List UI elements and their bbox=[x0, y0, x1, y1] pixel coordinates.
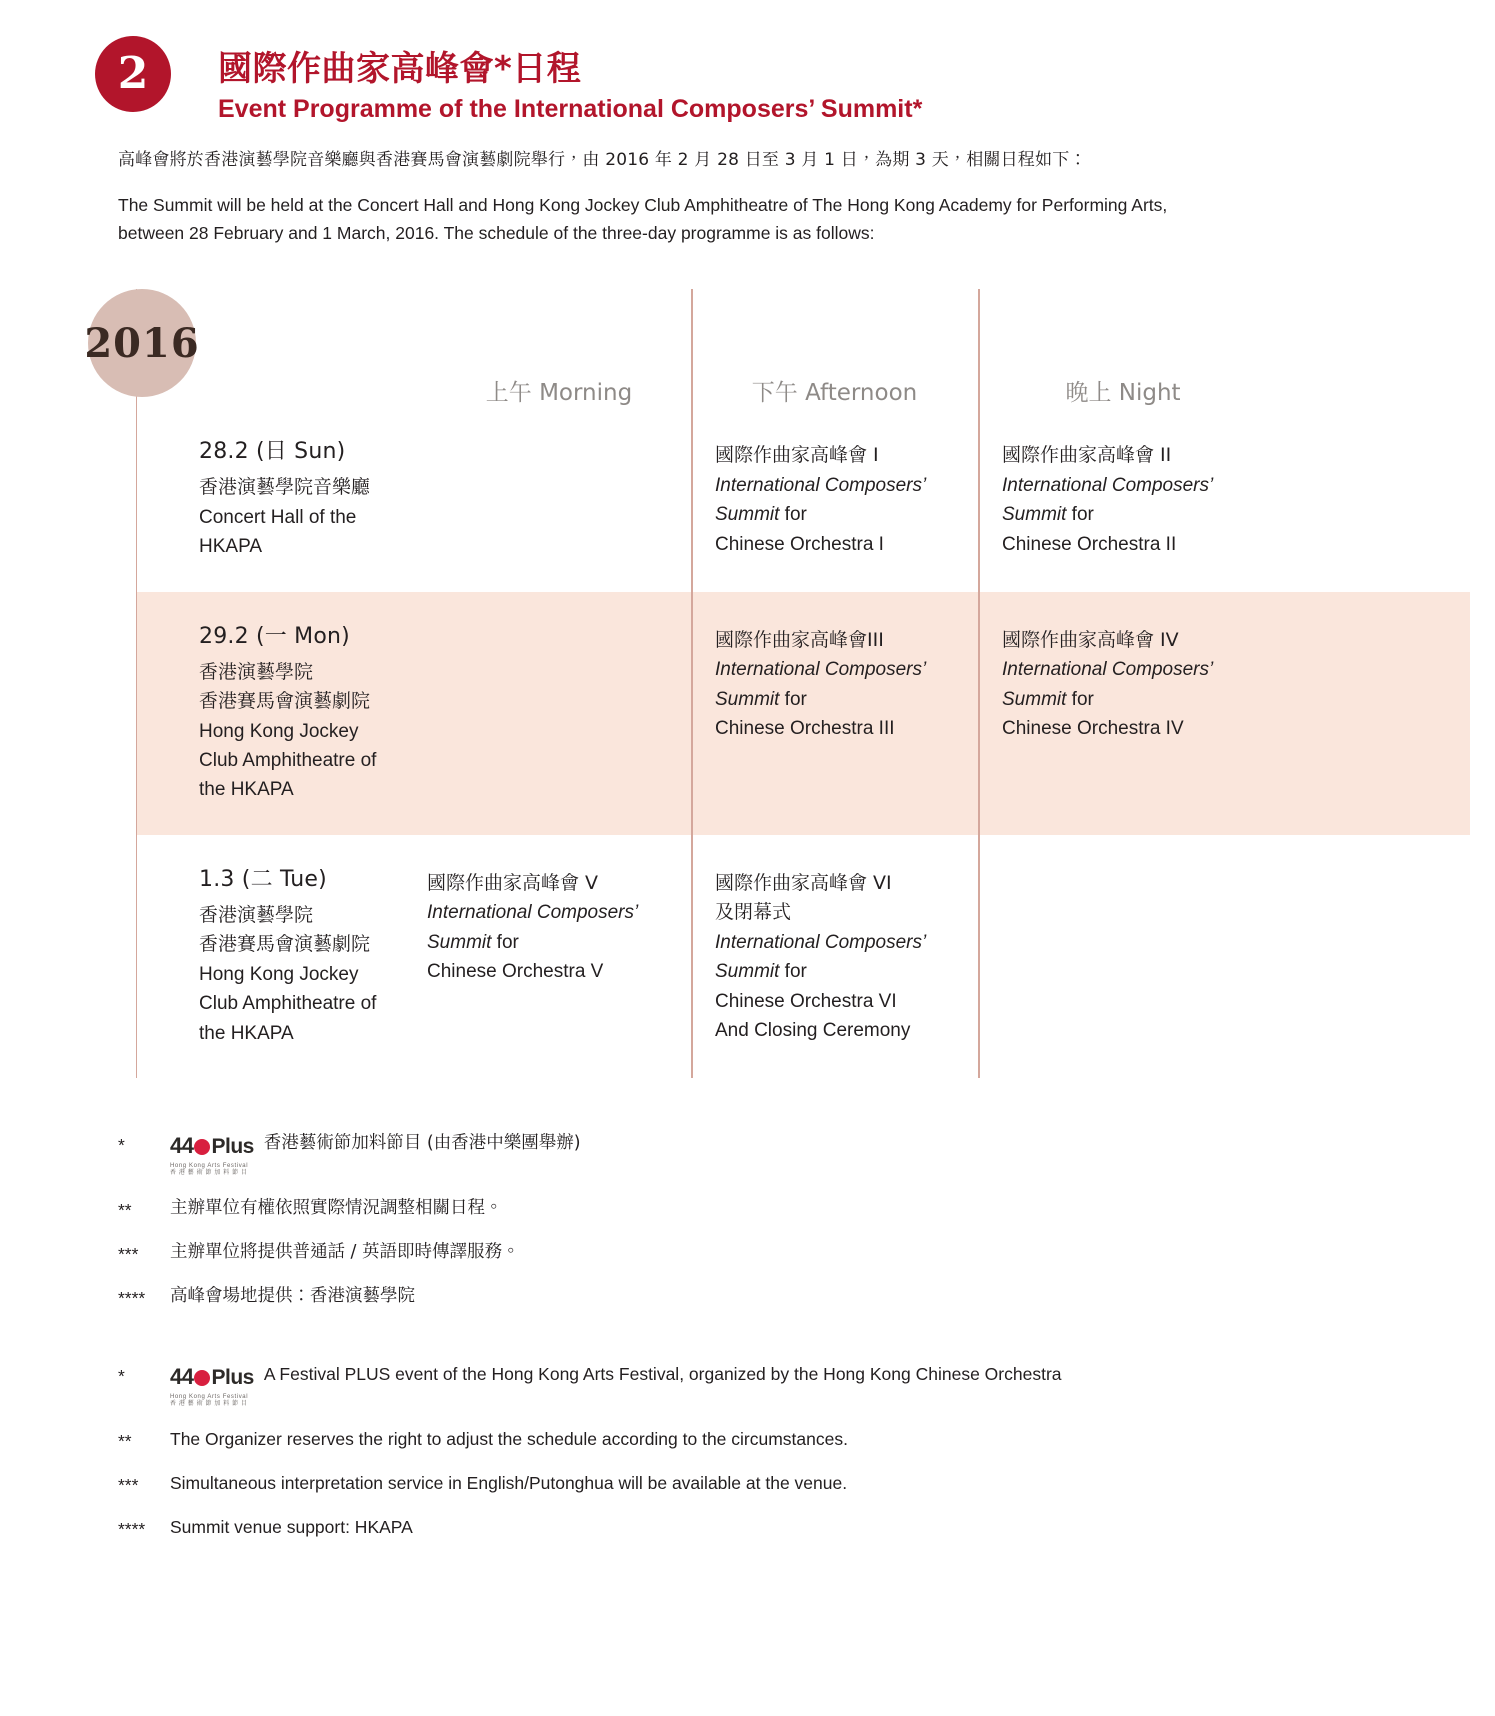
schedule-row bbox=[137, 592, 1470, 835]
event-line: Summit for bbox=[427, 931, 519, 953]
schedule-cell-date bbox=[137, 620, 427, 805]
page-title-zh: 國際作曲家高峰會*日程 bbox=[218, 49, 582, 89]
event-line: Chinese Orchestra IV bbox=[1002, 717, 1184, 739]
event-line: Summit for bbox=[715, 688, 807, 710]
schedule-cell-morning bbox=[427, 435, 691, 561]
schedule-cell-date bbox=[137, 435, 427, 561]
footnote-item bbox=[118, 1470, 1375, 1498]
event-line: Chinese Orchestra V bbox=[427, 961, 604, 983]
footnote-text: Summit venue support: HKAPA bbox=[170, 1517, 413, 1538]
intro-en-line2: between 28 February and 1 March, 2016. The schedule of the three-day programme is as follows: bbox=[118, 222, 875, 243]
schedule-header-row bbox=[137, 349, 1470, 407]
column-divider-1 bbox=[691, 289, 693, 1078]
footnote-item bbox=[118, 1283, 1375, 1311]
event-line: Chinese Orchestra VI bbox=[715, 990, 897, 1012]
schedule-cell-night bbox=[978, 620, 1268, 805]
schedule-venue-line: HKAPA bbox=[199, 536, 263, 558]
schedule-cell-afternoon bbox=[691, 620, 978, 805]
event-block bbox=[715, 869, 964, 1046]
event-line: International Composers’ bbox=[715, 474, 927, 496]
event-line: 國際作曲家高峰會 I bbox=[715, 444, 879, 467]
schedule-cell-afternoon bbox=[691, 435, 978, 561]
column-divider-2 bbox=[978, 289, 980, 1078]
event-block bbox=[715, 626, 964, 744]
schedule-grid bbox=[136, 289, 1470, 1078]
schedule-cell-date bbox=[137, 863, 427, 1048]
schedule-venue-line: Club Amphitheatre of bbox=[199, 993, 377, 1015]
schedule-venue-line: 香港賽馬會演藝劇院 bbox=[199, 690, 371, 713]
schedule-venue-line: 香港演藝學院 bbox=[199, 904, 314, 926]
event-line: Chinese Orchestra III bbox=[715, 717, 895, 739]
schedule-venue-line: the HKAPA bbox=[199, 1022, 294, 1044]
footnote-text: The Organizer reserves the right to adjust the schedule according to the circumstances. bbox=[170, 1428, 848, 1449]
event-line: Summit for bbox=[1002, 688, 1094, 710]
event-line: Summit for bbox=[715, 961, 807, 983]
event-line: And Closing Ceremony bbox=[715, 1020, 911, 1042]
schedule-cell-morning bbox=[427, 620, 691, 805]
section-header bbox=[0, 0, 1495, 125]
footnote-item bbox=[118, 1361, 1375, 1410]
section-number-badge: 2 bbox=[95, 36, 171, 112]
event-line: 國際作曲家高峰會 II bbox=[1002, 444, 1172, 467]
schedule-venue-line: Club Amphitheatre of bbox=[199, 750, 377, 772]
footnote-marker: ** bbox=[118, 1430, 132, 1451]
schedule-rows bbox=[137, 407, 1470, 1078]
schedule-cell-night bbox=[978, 435, 1268, 561]
schedule-venue-line: Concert Hall of the bbox=[199, 506, 357, 528]
title-block bbox=[218, 38, 1495, 125]
intro-en-line1: The Summit will be held at the Concert Hall and Hong Kong Jockey Club Amphitheatre of The Hong Kong Academy for Performing Arts, bbox=[118, 194, 1168, 215]
footnote-item bbox=[118, 1426, 1375, 1454]
schedule-cell-morning bbox=[427, 863, 691, 1048]
footnote-marker: **** bbox=[118, 1519, 146, 1540]
event-block bbox=[715, 441, 964, 559]
event-line: International Composers’ bbox=[715, 931, 927, 953]
column-header-night: 晚上 Night bbox=[1065, 380, 1181, 407]
event-block bbox=[427, 869, 677, 987]
event-line: International Composers’ bbox=[427, 902, 639, 924]
event-line: 國際作曲家高峰會 IV bbox=[1002, 628, 1179, 651]
footnote-marker: *** bbox=[118, 1475, 139, 1496]
festival-plus-logo-icon: 44 Plus Hong Kong Arts Festival 香 港 藝 術 節 加 料 節 目 bbox=[170, 1364, 254, 1408]
footnote-item bbox=[118, 1130, 1375, 1179]
event-line: Chinese Orchestra I bbox=[715, 533, 884, 555]
event-block bbox=[1002, 626, 1254, 744]
schedule-date-label: 28.2 (日 Sun) bbox=[199, 439, 346, 465]
schedule-cell-afternoon bbox=[691, 863, 978, 1048]
page-title-en: Event Programme of the International Composers’ Summit* bbox=[218, 94, 923, 123]
schedule-venue-line: Hong Kong Jockey bbox=[199, 720, 359, 742]
schedule-date-label: 1.3 (二 Tue) bbox=[199, 866, 327, 892]
schedule-venue-line: Hong Kong Jockey bbox=[199, 963, 359, 985]
footnote-item bbox=[118, 1239, 1375, 1267]
footnote-item bbox=[118, 1514, 1375, 1542]
footnote-marker: *** bbox=[118, 1243, 139, 1264]
schedule-venue-line: the HKAPA bbox=[199, 779, 294, 801]
event-line: International Composers’ bbox=[1002, 474, 1214, 496]
footnotes-en bbox=[118, 1361, 1375, 1542]
footnote-item bbox=[118, 1195, 1375, 1223]
footnotes-gap bbox=[118, 1327, 1375, 1361]
schedule-venue-line: 香港賽馬會演藝劇院 bbox=[199, 933, 371, 956]
intro-zh: 高峰會將於香港演藝學院音樂廳與香港賽馬會演藝劇院舉行，由 2016 年 2 月 28 日至 3 月 1 日，為期 3 天，相關日程如下： bbox=[118, 150, 1087, 170]
schedule-row bbox=[137, 407, 1470, 591]
footnote-marker: ** bbox=[118, 1199, 132, 1220]
intro-en bbox=[118, 191, 1345, 248]
event-line: Summit for bbox=[715, 504, 807, 526]
event-line: 及閉幕式 bbox=[715, 901, 792, 924]
event-line: Chinese Orchestra II bbox=[1002, 533, 1177, 555]
schedule-cell-night bbox=[978, 863, 1268, 1048]
event-block bbox=[1002, 441, 1254, 559]
footnote-text: 香港藝術節加料節目 (由香港中樂團舉辦) bbox=[263, 1133, 581, 1154]
schedule-venue-line: 香港演藝學院音樂廳 bbox=[199, 476, 371, 499]
event-line: 國際作曲家高峰會III bbox=[715, 628, 884, 651]
footnotes-zh bbox=[118, 1130, 1375, 1311]
column-header-morning: 上午 Morning bbox=[485, 380, 633, 407]
footnote-text: 高峰會場地提供：香港演藝學院 bbox=[170, 1286, 415, 1307]
festival-plus-logo-icon: 44 Plus Hong Kong Arts Festival 香 港 藝 術 節 加 料 節 目 bbox=[170, 1133, 254, 1177]
event-line: Summit for bbox=[1002, 504, 1094, 526]
schedule-table bbox=[0, 289, 1495, 1078]
column-header-afternoon: 下午 Afternoon bbox=[751, 380, 918, 407]
event-line: International Composers’ bbox=[1002, 659, 1214, 681]
footnote-text: Simultaneous interpretation service in English/Putonghua will be available at the venue. bbox=[170, 1473, 848, 1494]
schedule-row bbox=[137, 835, 1470, 1078]
footnote-text: 主辦單位有權依照實際情況調整相關日程。 bbox=[170, 1197, 503, 1218]
footnote-text: A Festival PLUS event of the Hong Kong Arts Festival, organized by the Hong Kong Chinese Orchestra bbox=[263, 1364, 1062, 1385]
schedule-venue-line: 香港演藝學院 bbox=[199, 660, 314, 683]
schedule-date-label: 29.2 (一 Mon) bbox=[199, 623, 350, 649]
footnote-text: 主辦單位將提供普通話 / 英語即時傳譯服務。 bbox=[170, 1241, 520, 1262]
footnote-marker: **** bbox=[118, 1288, 146, 1309]
event-line: 國際作曲家高峰會 VI bbox=[715, 871, 892, 894]
event-line: 國際作曲家高峰會 V bbox=[427, 871, 599, 894]
intro-text bbox=[118, 147, 1345, 247]
year-badge: 2016 bbox=[88, 289, 196, 397]
event-line: International Composers’ bbox=[715, 659, 927, 681]
footnote-marker: * bbox=[118, 1366, 125, 1387]
footnotes bbox=[118, 1130, 1375, 1543]
footnote-marker: * bbox=[118, 1135, 125, 1156]
